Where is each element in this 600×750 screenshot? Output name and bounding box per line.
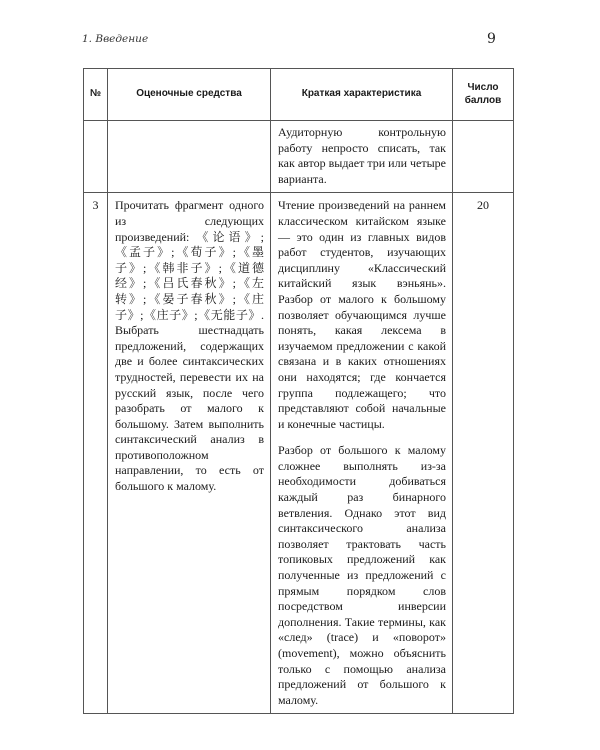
description-paragraph: Чтение произведений на раннем классическом китайском языке — это один из главных видов работ студентов, изучающих дисциплину «Классический китайский язык вэньянь». Разбор от малого к большому позволяет обучающимся лучше понять, какая лексема в изучаемом предложении с какой связана и в каких отношениях они находятся; где кончается группа подлежащего; что представляют собой начальные и конечные частицы. bbox=[278, 198, 446, 431]
table-row bbox=[84, 121, 514, 193]
col-header-description: Краткая характеристика bbox=[271, 69, 453, 121]
col-header-number: № bbox=[84, 69, 108, 121]
row-number bbox=[84, 121, 108, 193]
assessment-table bbox=[83, 68, 514, 714]
row-points: 20 bbox=[453, 193, 514, 714]
row-tool: Прочитать фрагмент одного из следующих произведений: 《论语》;《孟子》;《荀子》;《墨子》;《韩非子》;《道德经》;《吕氏春秋》;《左转》;《晏子春秋》;《庄子》;《庄子》;《无能子》. Выбрать шестнадцать предложений, содержащих две и более синтаксических трудностей, перевести их на русский язык, после чего разобрать от малого к большому. Затем выполнить синтаксический анализ в противоположном направлении, то есть от большого к малому. bbox=[108, 193, 271, 714]
table-header-row bbox=[84, 69, 514, 121]
page-number: 9 bbox=[487, 31, 496, 47]
row-description bbox=[271, 193, 453, 714]
col-header-points: Число баллов bbox=[453, 69, 514, 121]
row-number: 3 bbox=[84, 193, 108, 714]
row-tool bbox=[108, 121, 271, 193]
running-head: 1. Введение bbox=[82, 33, 149, 45]
table-row bbox=[84, 193, 514, 714]
row-points bbox=[453, 121, 514, 193]
row-description: Аудиторную контрольную работу непросто списать, так как автор выдает три или четыре варианта. bbox=[271, 121, 453, 193]
col-header-tools: Оценочные средства bbox=[108, 69, 271, 121]
description-paragraph: Разбор от большого к малому сложнее выполнять из-за необходимости добиваться каждый раз бинарного ветвления. Однако этот вид синтаксического анализа позволяет трактовать часть топиковых предложений как полученные из предложений с прямым порядком слов посредством инверсии дополнения. Такие термины, как «след» (trace) и «поворот» (movement), можно объяснить только с помощью анализа предложений от большого к малому. bbox=[278, 443, 446, 707]
